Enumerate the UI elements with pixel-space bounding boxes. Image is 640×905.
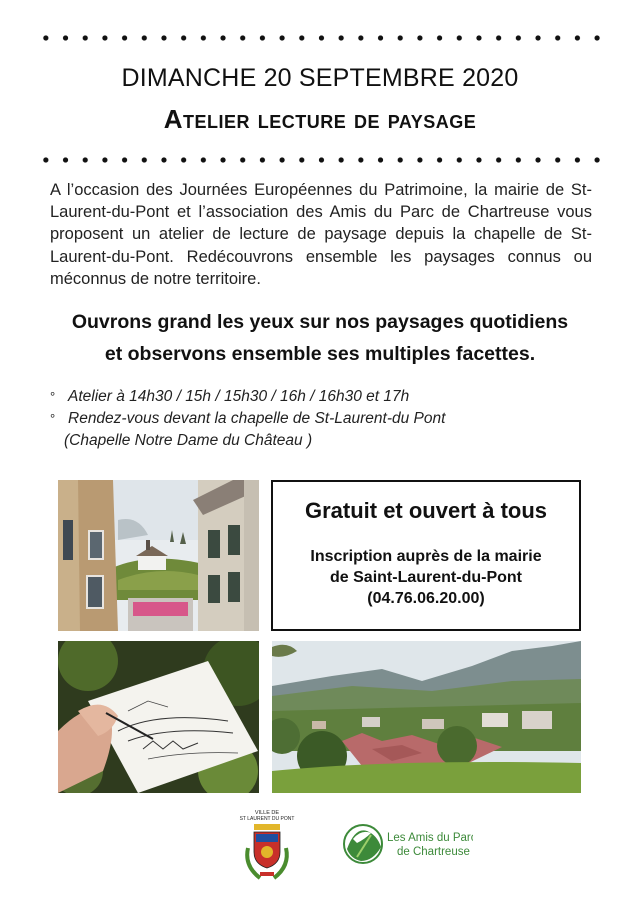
- sketching-photo: [58, 641, 259, 793]
- highlight-line-2: et observons ensemble ses multiples facettes.: [104, 343, 536, 365]
- event-date: DIMANCHE 20 SEPTEMBRE 2020: [121, 64, 519, 92]
- registration-text: [273, 546, 579, 609]
- schedule-text: Atelier à 14h30 / 15h / 15h30 / 16h / 16h30 et 17h: [68, 388, 410, 405]
- meeting-item: [50, 410, 445, 428]
- ville-label: VILLE DE: [254, 810, 280, 816]
- event-title: Atelier lecture de paysage: [163, 104, 477, 134]
- meeting-text: Rendez-vous devant la chapelle de St-Laurent-du Pont: [68, 410, 446, 427]
- dotted-separator-top: [36, 35, 608, 41]
- dotted-separator-middle: [36, 157, 608, 163]
- chapel-name: (Chapelle Notre Dame du Château ): [64, 432, 313, 449]
- intro-paragraph: A l’occasion des Journées Européennes du Patrimoine, la mairie de St-Laurent-du-Pont et l’association des Amis du Parc de Chartreuse vous proposent un atelier de lecture de paysage depuis la chapelle de St-Laurent-du-Pont. Redécouvrons ensemble les paysages connus ou méconnus de notre territoire.: [50, 181, 592, 288]
- amis-line-1: Les Amis du Parc: [387, 832, 473, 844]
- phone-number: (04.76.06.20.00): [367, 590, 485, 607]
- valley-landscape-photo: [272, 641, 581, 793]
- street-chapel-photo: [58, 480, 259, 631]
- amis-du-parc-logo: [343, 817, 473, 871]
- bullet-icon: °: [50, 389, 56, 404]
- bullet-icon: °: [50, 411, 56, 426]
- amis-line-2: de Chartreuse: [397, 846, 470, 858]
- highlight-line-1: Ouvrons grand les yeux sur nos paysages quotidiens: [71, 311, 569, 333]
- free-entry-title: Gratuit et ouvert à tous: [304, 498, 548, 523]
- registration-box: [271, 480, 581, 631]
- ville-name: ST LAURENT DU PONT: [239, 816, 295, 822]
- schedule-item: [50, 388, 409, 406]
- saint-laurent-crest-logo: [238, 808, 296, 883]
- registration-line-1: Inscription auprès de la mairie: [310, 548, 542, 565]
- registration-line-2: de Saint-Laurent-du-Pont: [330, 569, 522, 586]
